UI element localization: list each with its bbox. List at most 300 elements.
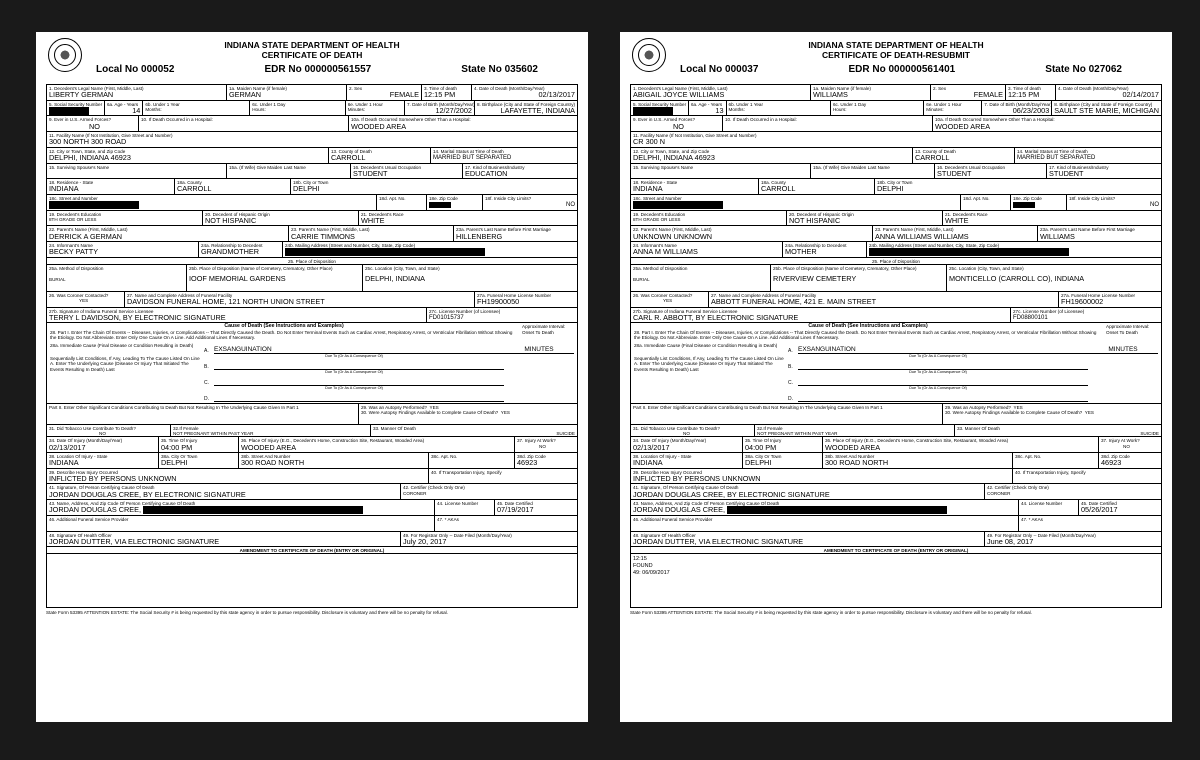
state-seal-icon xyxy=(632,38,666,72)
field-label: 27b. Signature of Indiana Funeral Service Licensee xyxy=(49,308,154,314)
field-label: 27c. License Number (of Licensee) xyxy=(429,308,501,314)
field-label: 18b. City or Town xyxy=(293,180,329,186)
field-label: 47. * AKAs xyxy=(437,516,459,522)
field-label: 41. Signature, Of Person Certifying Cause Of Death xyxy=(633,485,739,491)
field-label: 24a. Relationship to Decedent xyxy=(785,243,847,249)
maiden-name: GERMAN xyxy=(229,90,262,100)
zip-redaction xyxy=(429,202,451,208)
field-label: 37. Injury At Work? xyxy=(517,438,556,444)
informant-name: ANNA M WILLIAMS xyxy=(633,247,698,257)
injury-street: 300 ROAD NORTH xyxy=(825,458,889,468)
field-label: 18e. Zip Code xyxy=(429,195,458,201)
field-label: 18a. County xyxy=(177,180,202,186)
certificate-form xyxy=(630,84,1162,608)
field-label: 17. Kind of Business/Industry xyxy=(1049,164,1109,170)
field-label: 4. Date of Death (Month/Day/Year) xyxy=(1058,86,1129,91)
inside-city-limits: NO xyxy=(566,202,575,209)
death-certificate-right xyxy=(620,32,1172,722)
certificate-numbers xyxy=(630,64,1162,75)
field-label: 18b. City or Town xyxy=(877,180,913,186)
field-label xyxy=(50,343,200,402)
field-label: 14. Marital Status at Time of Death xyxy=(1017,148,1088,154)
marital-status: MARRIED BUT SEPARATED xyxy=(1017,155,1096,162)
certificate-header xyxy=(46,36,578,84)
field-label: 41. Signature, Of Person Certifying Cause Of Death xyxy=(49,485,155,491)
field-label: 10. If Death Occurred in a Hospital: xyxy=(141,117,213,123)
field-label: Approximate Interval: Onset To Death xyxy=(522,324,566,335)
field-label xyxy=(50,343,574,402)
field-label: 46. Additional Funeral Service Provider xyxy=(633,516,713,522)
place-of-disposition: RIVERVIEW CEMETERY xyxy=(773,274,857,284)
field-label: 27b. Signature of Indiana Funeral Service Licensee xyxy=(633,308,738,314)
inside-city-limits: NO xyxy=(1150,202,1159,209)
field-label: 6b. Under 1 Year xyxy=(728,101,764,107)
disposition-method: BURIAL xyxy=(49,277,66,283)
field-label: 28a. Immediate Cause (Final Disease or Condition Resulting in Death) xyxy=(634,342,778,348)
manner-of-death: SUICIDE xyxy=(556,431,575,437)
coroner-contacted: YES xyxy=(79,298,89,304)
immediate-cause: EXSANGUINATION xyxy=(798,346,1088,354)
time-of-death: 12:15 PM xyxy=(1008,90,1040,100)
business-industry: STUDENT xyxy=(1049,168,1084,178)
field-label: 6a. Age - Years xyxy=(107,101,139,107)
field-label: 40. If Transportation Injury, Specify xyxy=(431,469,502,475)
field-label: 23. Parent's Name (First, Middle, Last) xyxy=(291,227,370,233)
field-label: 26. Was Coroner Contacted? xyxy=(49,292,109,298)
parent-1-name: DERRICK A GERMAN xyxy=(49,231,122,241)
field-label: 43. Name, Address, And Zip Code Of Person Certifying Cause Of Death xyxy=(49,501,196,507)
interval-onset: MINUTES xyxy=(1088,346,1158,354)
field-label: 15a. (If Wife) Give Maiden Last Name xyxy=(813,164,890,170)
time-of-injury: 04:00 PM xyxy=(745,442,777,452)
facility-name: 300 NORTH 300 ROAD xyxy=(49,137,127,147)
field-label: 38d. Zip Code xyxy=(517,454,546,460)
field-label: 18f. Inside City Limits? xyxy=(1069,195,1116,201)
funeral-director-signature: TERRY L DAVIDSON, BY ELECTRONIC SIGNATURE xyxy=(49,312,226,322)
local-number: Local No 000037 xyxy=(680,64,759,75)
injury-city: DELPHI xyxy=(745,458,772,468)
autopsy-performed: YES xyxy=(1013,404,1023,410)
field-label: 11. Facility Name (If Not Institution, Give Street and Number) xyxy=(633,133,757,139)
field-label: 7. Date of Birth (Month/Day/Year) xyxy=(984,101,1053,107)
field-label xyxy=(634,343,1158,402)
field-label: 2. Sex xyxy=(349,86,363,91)
field-label: 8. Birthplace (City and State of Foreign Country) xyxy=(476,101,576,107)
field-label: 25a. Method of Disposition xyxy=(633,265,688,271)
field-label: 38. Location Of Injury - State xyxy=(49,454,108,460)
field-label: 29. Was an Autopsy Performed? YES xyxy=(945,404,1023,410)
place-of-death: WOODED AREA xyxy=(351,121,407,131)
pregnancy-status: NOT PREGNANT WITHIN PAST YEAR xyxy=(173,431,254,437)
field-label: 27. Name and Complete Address of Funeral Facility xyxy=(711,292,817,298)
funeral-home-license: FH19900050 xyxy=(477,297,520,307)
field-label: 45. Date Certified xyxy=(497,501,533,507)
field-label: 27. Name and Complete Address of Funeral Facility xyxy=(127,292,233,298)
field-label: 2. Sex xyxy=(933,86,947,91)
field-label: Minutes: xyxy=(347,106,366,112)
field-label: Due To (Or As A Consequence Of) xyxy=(909,369,967,374)
field-label: 34. Date Of Injury (Month/Day/Year) xyxy=(633,438,707,444)
field-label: Due To (Or As A Consequence Of) xyxy=(909,353,967,358)
field-label: 12. City or Town, State, and Zip Code xyxy=(49,148,126,154)
edr-number: EDR No 000000561401 xyxy=(848,64,956,75)
city-of-death: DELPHI, INDIANA 46923 xyxy=(49,153,131,163)
field-label: 18c. Street and Number xyxy=(49,195,98,201)
field-label: D. xyxy=(788,391,1088,402)
county-of-death: CARROLL xyxy=(915,153,950,163)
date-of-birth: 12/27/2002 xyxy=(435,105,472,115)
field-label: 6c. Under 1 Day xyxy=(252,101,286,107)
field-label: Approximate Interval: Onset To Death xyxy=(1106,324,1150,335)
field-label: 13. County of Death xyxy=(915,148,956,154)
field-label: 35. Time Of Injury xyxy=(161,438,198,444)
certifier-signature: JORDAN DOUGLAS CREE, BY ELECTRONIC SIGNATURE xyxy=(633,489,830,499)
certifier-name: JORDAN DOUGLAS CREE, xyxy=(633,505,726,515)
certifier-name: JORDAN DOUGLAS CREE, xyxy=(49,505,142,515)
field-label: 18. Residence - State xyxy=(49,180,94,186)
injury-zip: 46923 xyxy=(1101,458,1122,468)
field-label: 28a. Immediate Cause (Final Disease or Condition Resulting in Death) xyxy=(50,342,194,348)
field-label: 38. Location Of Injury - State xyxy=(633,454,692,460)
field-label: 32.If Female xyxy=(757,425,783,431)
field-label: A. EXSANGUINATION xyxy=(204,343,504,354)
disposition-location: DELPHI, INDIANA xyxy=(365,274,426,284)
residence-city: DELPHI xyxy=(877,184,904,194)
field-label: 28. Part I. Enter The Chain Of Events -- Diseases, Injuries, or Complications -- That Directly Caused the Death. Do Not Enter Terminal Events Such as Cardiac Arrest, Respiratory Arrest, or Ventricular Fibrillation Without Showing the Etiology. Do Not Abbreviate. Enter Only One Cause On A Line. Add Additional Lines If Necessary. xyxy=(634,329,1097,340)
field-label: 25a. Method of Disposition xyxy=(49,265,104,271)
certifier-address-redaction xyxy=(143,506,363,514)
residence-county: CARROLL xyxy=(177,184,212,194)
informant-name: BECKY PATTY xyxy=(49,247,99,257)
field-label: 18e. Zip Code xyxy=(1013,195,1042,201)
field-label: 27a. Funeral Home License Number xyxy=(1061,292,1136,298)
form-footer: State Form 53395 ATTENTION ESTATE: The Social Security # is being requested by this state agency in order to pursue responsibility. Disclosure is voluntary and there will be no penalty for refusal. xyxy=(46,610,448,616)
certificate-form xyxy=(46,84,578,608)
field-label: Part II. Enter Other Significant Conditions Contributing to Death But Not Resulting In The Underlying Cause Given In Part 1 xyxy=(49,404,299,410)
field-label xyxy=(1088,343,1158,354)
injury-at-work: NO xyxy=(539,443,546,449)
injury-description: INFLICTED BY PERSONS UNKNOWN xyxy=(633,473,761,483)
document-title: CERTIFICATE OF DEATH xyxy=(261,50,363,60)
field-label: 38b. Street And Number xyxy=(241,454,291,460)
date-filed: July 20, 2017 xyxy=(403,536,447,546)
state-seal-icon xyxy=(48,38,82,72)
field-label: 23a. Parent's Last Name Before First Marriage xyxy=(1040,227,1135,233)
licensee-number: FD08800101 xyxy=(1013,314,1048,321)
field-label: 15a. (If Wife) Give Maiden Last Name xyxy=(229,164,306,170)
field-label: 48. Signature Of Health Officer xyxy=(633,532,696,538)
date-of-death: 02/14/2017 xyxy=(1122,90,1159,100)
field-label: 18f. Inside City Limits? xyxy=(485,195,532,201)
date-certified: 05/26/2017 xyxy=(1081,505,1118,515)
injury-state: INDIANA xyxy=(49,458,79,468)
field-label: 6e. Under 1 Hour xyxy=(347,101,383,107)
funeral-facility: DAVIDSON FUNERAL HOME, 121 NORTH UNION STREET xyxy=(127,297,325,307)
field-label: 49. For Registrar Only -- Date Filed (Month/Day/Year) xyxy=(987,532,1096,538)
field-label xyxy=(50,324,574,340)
field-label: 7. Date of Birth (Month/Day/Year) xyxy=(406,101,475,107)
field-label: Cause of Death (See Instructions and Examples) xyxy=(808,323,928,330)
field-label: 18d. Apt. No. xyxy=(379,195,406,201)
city-of-death: DELPHI, INDIANA 46923 xyxy=(633,153,715,163)
field-label xyxy=(504,343,574,354)
field-label: 18d. Apt. No. xyxy=(963,195,990,201)
field-label: 17. Kind of Business/Industry xyxy=(465,164,525,170)
hispanic-origin: NOT HISPANIC xyxy=(205,215,257,225)
injury-street: 300 ROAD NORTH xyxy=(241,458,305,468)
field-label: 43. Name, Address, And Zip Code Of Person Certifying Cause Of Death xyxy=(633,501,780,507)
field-label: 42. Certifier (Check Only One) xyxy=(987,485,1049,491)
field-label: A. EXSANGUINATION xyxy=(788,343,1088,354)
field-label: 25c. Location (City, Town, and State) xyxy=(949,265,1024,271)
place-of-death: WOODED AREA xyxy=(935,121,991,131)
field-label: 1. Decedent's Legal Name (First, Middle, Last) xyxy=(633,86,728,91)
field-label: 32.If Female xyxy=(173,425,199,431)
field-label xyxy=(200,343,504,402)
field-label: AMENDMENT TO CERTIFICATE OF DEATH (ENTRY OR ORIGINAL) xyxy=(239,548,385,554)
agency-title: INDIANA STATE DEPARTMENT OF HEALTH xyxy=(808,40,984,50)
field-label: C. xyxy=(204,375,504,386)
residence-county: CARROLL xyxy=(761,184,796,194)
parent-2-name: CARRIE TIMMONS xyxy=(291,231,355,241)
injury-state: INDIANA xyxy=(633,458,663,468)
field-label: C. xyxy=(788,375,1088,386)
sex-value: FEMALE xyxy=(973,90,1003,100)
field-label: 18a. County xyxy=(761,180,786,186)
form-footer: State Form 53395 ATTENTION ESTATE: The Social Security # is being requested by this state agency in order to pursue responsibility. Disclosure is voluntary and there will be no penalty for refusal. xyxy=(630,610,1032,616)
tobacco-use: NO xyxy=(683,431,690,437)
field-label: 39. Describe How Injury Occurred xyxy=(49,469,118,475)
field-label xyxy=(634,343,784,402)
field-label: Hours: xyxy=(252,106,266,112)
marital-status: MARRIED BUT SEPARATED xyxy=(433,155,512,162)
field-label: 24b. Mailing Address (Street and Number, City, State, Zip Code) xyxy=(869,243,1000,249)
field-label: 26. Was Coroner Contacted? xyxy=(633,292,693,298)
field-label: 19. Decedent's Education xyxy=(49,211,102,217)
field-label: 19. Decedent's Education xyxy=(633,211,686,217)
field-label: 38d. Zip Code xyxy=(1101,454,1130,460)
parent-1-name: UNKNOWN UNKNOWN xyxy=(633,231,713,241)
race: WHITE xyxy=(361,215,385,225)
field-label: 1a. Maiden Name (if female) xyxy=(229,86,287,91)
age-years: 14 xyxy=(132,105,141,115)
field-label xyxy=(1088,343,1158,402)
field-label: 24a. Relationship to Decedent xyxy=(201,243,263,249)
field-label: Part II. Enter Other Significant Conditions Contributing to Death But Not Resulting In The Underlying Cause Given In Part 1 xyxy=(633,404,883,410)
field-label xyxy=(634,324,1102,340)
field-label: 10a. If Death Occurred Somewhere Other Than a Hospital: xyxy=(935,117,1055,123)
field-label: 29. Was an Autopsy Performed? YES xyxy=(361,404,439,410)
field-label: Due To (Or As A Consequence Of) xyxy=(325,369,383,374)
field-label: 10. If Death Occurred in a Hospital: xyxy=(725,117,797,123)
ssn-redaction xyxy=(633,107,673,115)
document-title: CERTIFICATE OF DEATH-RESUBMIT xyxy=(822,50,970,60)
field-label: 21. Decedent's Race xyxy=(361,211,404,217)
field-label: 46. Additional Funeral Service Provider xyxy=(49,516,129,522)
education: 8TH GRADE OR LESS xyxy=(633,216,681,222)
date-certified: 07/19/2017 xyxy=(497,505,534,515)
field-label: 27c. License Number (of Licensee) xyxy=(1013,308,1085,314)
field-label: Months: xyxy=(728,106,745,112)
place-of-injury: WOODED AREA xyxy=(241,442,297,452)
county-of-death: CARROLL xyxy=(331,153,366,163)
parent-maiden-name: HILLENBERG xyxy=(456,231,503,241)
state-number: State No 035602 xyxy=(461,64,538,75)
field-label: 6c. Under 1 Day xyxy=(832,101,867,107)
field-label: 39. Describe How Injury Occurred xyxy=(633,469,702,475)
tobacco-use: NO xyxy=(99,431,106,437)
field-label: 1a. Maiden Name (if female) xyxy=(813,86,871,91)
field-label: 22. Parent's Name (First, Middle, Last) xyxy=(633,227,712,233)
state-number: State No 027062 xyxy=(1045,64,1122,75)
field-label: 44. License Number xyxy=(437,501,479,507)
field-label xyxy=(504,343,574,402)
field-label: 25b. Place of Disposition (Name of Cemetery, Crematory, Other Place) xyxy=(773,265,917,271)
residence-state: INDIANA xyxy=(633,184,663,194)
field-label: 38c. Apt. No. xyxy=(1015,454,1042,460)
hispanic-origin: NOT HISPANIC xyxy=(789,215,841,225)
parent-maiden-name: WILLIAMS xyxy=(1040,231,1075,241)
field-label: 25. Place of Disposition xyxy=(287,258,336,264)
health-officer-signature: JORDAN DUTTER, VIA ELECTRONIC SIGNATURE xyxy=(633,536,804,546)
business-industry: EDUCATION xyxy=(465,168,508,178)
field-label: 25c. Location (City, Town, and State) xyxy=(365,265,440,271)
time-of-injury: 04:00 PM xyxy=(161,442,193,452)
field-label: 23. Parent's Name (First, Middle, Last) xyxy=(875,227,954,233)
certificate-numbers xyxy=(46,64,578,75)
field-label: Sequentially List Conditions, If Any, Leading To The Cause Listed On Line A. Enter The Underlying Cause (Disease Or Injury That Initiated The Events Resulting In Death) Last xyxy=(50,356,200,372)
field-label: Due To (Or As A Consequence Of) xyxy=(909,385,967,390)
occupation: STUDENT xyxy=(937,168,972,178)
field-label: 36. Place Of Injury (E.G., Decedent's Home, Construction Site, Restaurant, Wooded Area) xyxy=(241,438,425,444)
field-label: 36. Place Of Injury (E.G., Decedent's Home, Construction Site, Restaurant, Wooded Area) xyxy=(825,438,1009,444)
funeral-director-signature: CARL R. ABBOTT, BY ELECTRONIC SIGNATURE xyxy=(633,312,799,322)
field-label: Hours: xyxy=(832,106,847,112)
date-of-death: 02/13/2017 xyxy=(538,90,575,100)
manner-of-death: SUICIDE xyxy=(1140,431,1159,437)
health-officer-signature: JORDAN DUTTER, VIA ELECTRONIC SIGNATURE xyxy=(49,536,220,546)
field-label: 34. Date Of Injury (Month/Day/Year) xyxy=(49,438,123,444)
place-of-disposition: IOOF MEMORIAL GARDENS xyxy=(189,274,286,284)
field-label: 30. Were Autopsy Findings Available to Complete Cause Of Death? YES xyxy=(945,410,1094,416)
street-redaction xyxy=(633,201,723,209)
field-label: 10a. If Death Occurred Somewhere Other Than a Hospital: xyxy=(351,117,471,123)
field-label: 5. Social Security Number xyxy=(633,101,687,107)
field-label: 45. Date Certified xyxy=(1081,501,1117,507)
certifier-signature: JORDAN DOUGLAS CREE, BY ELECTRONIC SIGNATURE xyxy=(49,489,246,499)
local-number: Local No 000052 xyxy=(96,64,175,75)
armed-forces: NO xyxy=(673,121,684,131)
field-label: 6e. Under 1 Hour xyxy=(926,101,962,107)
field-label: 27a. Funeral Home License Number xyxy=(477,292,552,298)
field-label: 6a. Age - Years xyxy=(691,101,723,107)
injury-at-work: NO xyxy=(1123,443,1130,449)
licensee-number: FD01015737 xyxy=(429,314,464,321)
field-label: 49. For Registrar Only -- Date Filed (Month/Day/Year) xyxy=(403,532,512,538)
facility-name: CR 300 N xyxy=(633,137,666,147)
birthplace: LAFAYETTE, INDIANA xyxy=(500,105,576,115)
race: WHITE xyxy=(945,215,969,225)
certificate-title xyxy=(46,36,578,60)
certificate-title xyxy=(630,36,1162,60)
ssn-redaction xyxy=(49,107,89,115)
field-label: 25. Place of Disposition xyxy=(871,258,920,264)
time-of-death: 12:15 PM xyxy=(424,90,456,100)
injury-zip: 46923 xyxy=(517,458,538,468)
funeral-home-license: FH19600002 xyxy=(1061,297,1104,307)
injury-description: INFLICTED BY PERSONS UNKNOWN xyxy=(49,473,177,483)
field-label: 15. Surviving Spouse's Name xyxy=(633,164,694,170)
amendment-area xyxy=(631,554,1161,608)
field-label: Minutes: xyxy=(926,106,944,112)
field-label: 44. License Number xyxy=(1021,501,1063,507)
field-label xyxy=(50,324,518,340)
field-label: 5. Social Security Number xyxy=(49,101,103,107)
amendment-area xyxy=(47,554,577,608)
field-label: 13. County of Death xyxy=(331,148,372,154)
injury-city: DELPHI xyxy=(161,458,188,468)
field-label: 20. Decedent of Hispanic Origin xyxy=(205,211,270,217)
certifier-type: CORONER xyxy=(987,490,1011,496)
informant-relationship: GRANDMOTHER xyxy=(201,247,259,257)
residence-city: DELPHI xyxy=(293,184,320,194)
field-label: 21. Decedent's Race xyxy=(945,211,988,217)
armed-forces: NO xyxy=(89,121,100,131)
field-label: AMENDMENT TO CERTIFICATE OF DEATH (ENTRY OR ORIGINAL) xyxy=(823,548,969,554)
field-label: 8. Birthplace (City and State of Foreign Country) xyxy=(1054,101,1153,107)
interval-onset: MINUTES xyxy=(504,346,574,354)
field-label: 38c. Apt. No. xyxy=(431,454,458,460)
age-years: 13 xyxy=(715,105,724,115)
field-label xyxy=(784,343,1088,402)
birthplace: SAULT STE MARIE, MICHIGAN xyxy=(1054,105,1160,115)
cause-of-death-section xyxy=(631,323,1161,403)
autopsy-findings: YES xyxy=(1084,410,1094,416)
date-of-injury: 02/13/2017 xyxy=(49,442,86,452)
field-label: 16. Decedent's Usual Occupation xyxy=(353,164,422,170)
field-label: 1. Decedent's Legal Name (First, Middle, Last) xyxy=(49,86,144,91)
field-label: 47. * AKAs xyxy=(1021,516,1043,522)
field-label: Due To (Or As A Consequence Of) xyxy=(325,353,383,358)
decedent-name: ABIGAIL JOYCE WILLIAMS xyxy=(633,90,725,100)
field-label: 25b. Place of Disposition (Name of Cemetery, Crematory, Other Place) xyxy=(189,265,333,271)
field-label: Due To (Or As A Consequence Of) xyxy=(325,385,383,390)
field-label: 38a. City Or Town xyxy=(745,454,782,460)
field-label: 31. Did Tobacco Use Contribute To Death? xyxy=(633,425,720,431)
field-label: 22. Parent's Name (First, Middle, Last) xyxy=(49,227,128,233)
field-label: 42. Certifier (Check Only One) xyxy=(403,485,465,491)
education: 8TH GRADE OR LESS xyxy=(49,216,97,222)
field-label: 4. Date of Death (Month/Day/Year) xyxy=(474,86,545,91)
field-label: 33. Manner Of Death xyxy=(957,425,1000,431)
field-label: 24. Informant's Name xyxy=(49,243,93,249)
disposition-method: BURIAL xyxy=(633,277,650,283)
autopsy-findings: YES xyxy=(500,410,510,416)
field-label: 23a. Parent's Last Name Before First Marriage xyxy=(456,227,551,233)
immediate-cause: EXSANGUINATION xyxy=(214,346,504,354)
parent-2-name: ANNA WILLIAMS WILLIAMS xyxy=(875,231,969,241)
autopsy-performed: YES xyxy=(429,404,439,410)
field-label: 3. Time of death xyxy=(424,86,457,91)
death-certificate-left xyxy=(36,32,588,722)
field-label: Cause of Death (See Instructions and Examples) xyxy=(224,323,344,330)
field-label: 18. Residence - State xyxy=(633,180,678,186)
field-label: 12. City or Town, State, and Zip Code xyxy=(633,148,710,154)
cause-of-death-section xyxy=(47,323,577,403)
field-label: 3. Time of death xyxy=(1008,86,1041,91)
field-label: 40. If Transportation Injury, Specify xyxy=(1015,469,1086,475)
address-redaction xyxy=(285,248,485,256)
